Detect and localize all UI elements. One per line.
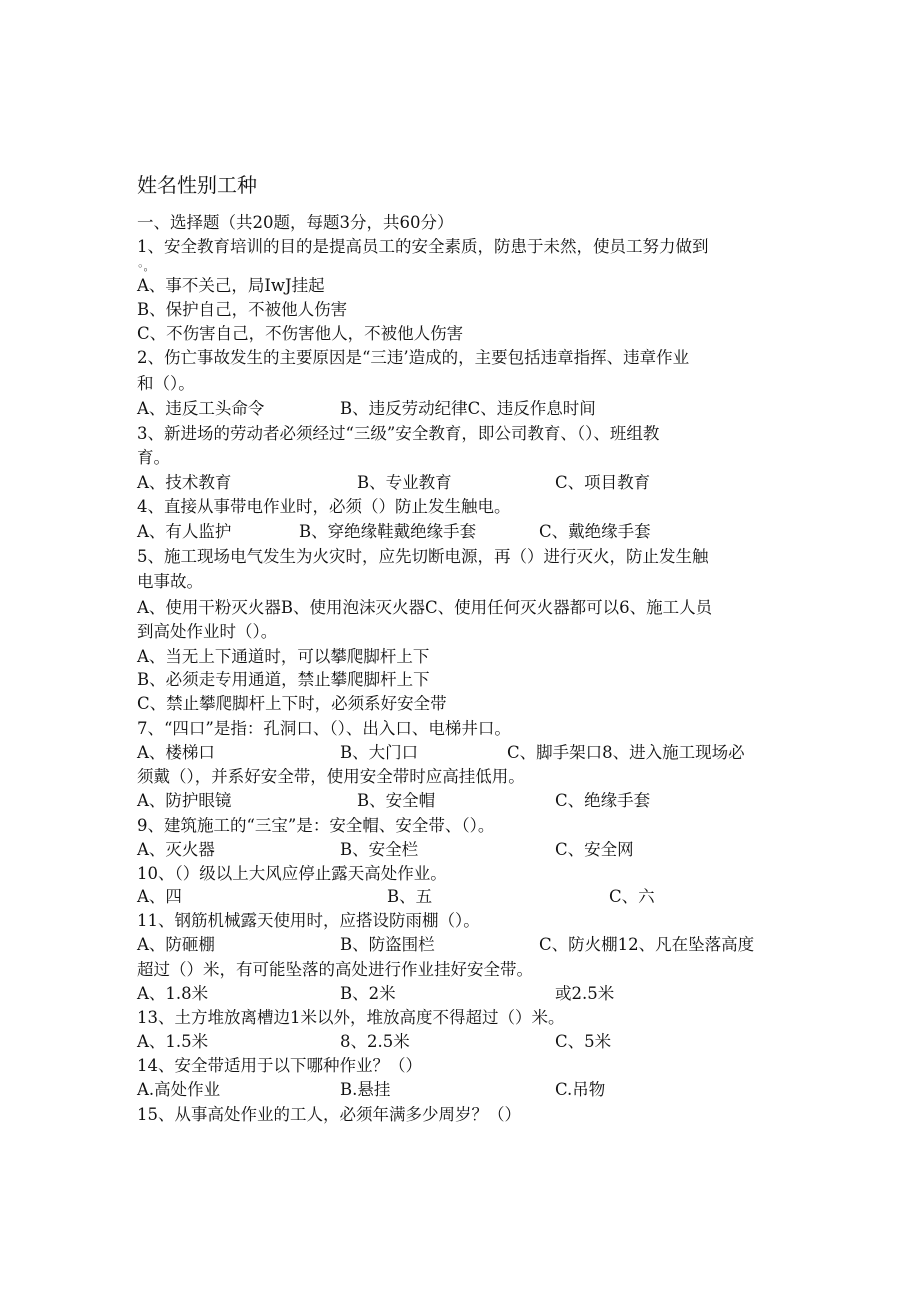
question-7-text: 7、“四口”是指：孔洞口、（）、出入口、电梯井口。 xyxy=(137,719,511,738)
question-15-text: 15、从事高处作业的工人，必须年满多少周岁？（） xyxy=(137,1105,521,1124)
question-12-text: 超过（）米，有可能坠落的高处进行作业挂好安全带。 xyxy=(137,960,533,979)
question-6-option-b: B、必须走专用通道，禁止攀爬脚杆上下 xyxy=(137,670,430,689)
question-11-text: 11、钢筋机械露天使用时，应搭设防雨棚（）。 xyxy=(137,911,480,930)
question-14-option-b: B.悬挂 xyxy=(340,1080,391,1099)
question-14-option-c: C.吊物 xyxy=(555,1080,606,1099)
question-3-option-a: A、技术教育 xyxy=(137,473,232,492)
question-14-option-a: A.高处作业 xyxy=(137,1080,221,1099)
question-7-option-a: A、楼梯口 xyxy=(137,743,215,762)
question-2-options xyxy=(137,398,596,420)
question-9-option-c: C、安全网 xyxy=(555,840,634,859)
question-5-text: 5、施工现场电气发生为火灾时，应先切断电源，再（）进行灭火，防止发生触 xyxy=(137,547,709,566)
question-12-option-c: 或2.5米 xyxy=(555,984,615,1003)
question-4-text: 4、直接从事带电作业时，必须（）防止发生触电。 xyxy=(137,497,511,516)
question-6-option-a: A、当无上下通道时，可以攀爬脚杆上下 xyxy=(137,647,430,666)
question-3-text-cont: 育。 xyxy=(137,448,170,467)
question-4-option-c: C、戴绝缘手套 xyxy=(539,522,651,541)
question-4-option-b: B、穿绝缘鞋戴绝缘手套 xyxy=(299,522,477,541)
question-2-text: 2、伤亡事故发生的主要原因是“三违’造成的，主要包括违章指挥、违章作业 xyxy=(137,348,690,367)
question-8-option-b: B、安全帽 xyxy=(357,791,436,810)
question-1-option-c: C、不伤害自己，不伤害他人，不被他人伤害 xyxy=(137,324,464,343)
question-11-option-c: C、防火棚12、凡在坠落高度 xyxy=(539,935,755,954)
question-7-option-b: B、大门口 xyxy=(340,743,419,762)
question-9-option-b: B、安全栏 xyxy=(340,840,419,859)
question-14-options xyxy=(137,1079,606,1101)
question-4-option-a: A、有人监护 xyxy=(137,522,232,541)
question-1-option-b: B、保护自己，不被他人伤害 xyxy=(137,300,348,319)
question-8-options xyxy=(137,790,651,812)
question-10-option-a: A、四 xyxy=(137,887,182,906)
question-9-option-a: A、灭火器 xyxy=(137,840,215,859)
header-fields: 姓名性别工种 xyxy=(137,173,257,197)
question-12-option-a: A、1.8米 xyxy=(137,984,209,1003)
question-13-option-c: C、5米 xyxy=(555,1032,612,1051)
question-14-text: 14、安全带适用于以下哪种作业？（） xyxy=(137,1056,422,1075)
question-3-options xyxy=(137,472,651,494)
question-7-options xyxy=(137,742,745,764)
question-12-options xyxy=(137,983,615,1005)
section-heading: 一、选择题（共20题，每题3分，共60分） xyxy=(137,213,454,232)
question-1-text-cont: ◦。 xyxy=(137,260,155,273)
question-3-option-c: C、项目教育 xyxy=(555,473,651,492)
question-8-option-a: A、防护眼镜 xyxy=(137,791,232,810)
question-11-option-a: A、防砸棚 xyxy=(137,935,215,954)
question-11-options xyxy=(137,934,755,956)
question-10-option-b: B、五 xyxy=(387,887,433,906)
question-2-option-bc: B、违反劳动纪律C、违反作息时间 xyxy=(340,399,596,418)
question-1-option-a: A、事不关己，局IwJ挂起 xyxy=(137,276,325,295)
question-9-options xyxy=(137,839,634,861)
question-13-options xyxy=(137,1031,612,1053)
question-6-text: 到高处作业时（）。 xyxy=(137,622,278,641)
question-10-text: 10、（）级以上大风应停止露天高处作业。 xyxy=(137,864,447,883)
question-10-option-c: C、六 xyxy=(609,887,655,906)
question-5-text-cont: 电事故。 xyxy=(137,572,203,591)
question-6-option-c: C、禁止攀爬脚杆上下时，必须系好安全带 xyxy=(137,694,447,713)
question-2-text-cont: 和（）。 xyxy=(137,374,195,393)
question-13-text: 13、土方堆放离槽边1米以外，堆放高度不得超过（）米。 xyxy=(137,1008,565,1027)
question-9-text: 9、建筑施工的“三宝”是：安全帽、安全带、（）。 xyxy=(137,816,495,835)
question-3-text: 3、新进场的劳动者必须经过“三级”安全教育，即公司教育、（）、班组教 xyxy=(137,424,660,443)
question-3-option-b: B、专业教育 xyxy=(357,473,452,492)
question-8-option-c: C、绝缘手套 xyxy=(555,791,651,810)
question-12-option-b: B、2米 xyxy=(340,984,396,1003)
question-13-option-b: 8、2.5米 xyxy=(340,1032,410,1051)
question-8-text: 须戴（），并系好安全带，使用安全带时应高挂低用。 xyxy=(137,767,525,786)
question-13-option-a: A、1.5米 xyxy=(137,1032,209,1051)
question-5-options: A、使用干粉灭火器B、使用泡沫灭火器C、使用任何灭火器都可以6、施工人员 xyxy=(137,598,713,617)
question-10-options xyxy=(137,886,655,908)
question-4-options xyxy=(137,521,651,543)
question-1-text: 1、安全教育培训的目的是提高员工的安全素质，防患于未然，使员工努力做到 xyxy=(137,237,709,256)
question-7-option-c: C、脚手架口8、进入施工现场必 xyxy=(507,743,745,762)
question-11-option-b: B、防盗围栏 xyxy=(340,935,435,954)
question-2-option-a: A、违反工头命令 xyxy=(137,399,265,418)
